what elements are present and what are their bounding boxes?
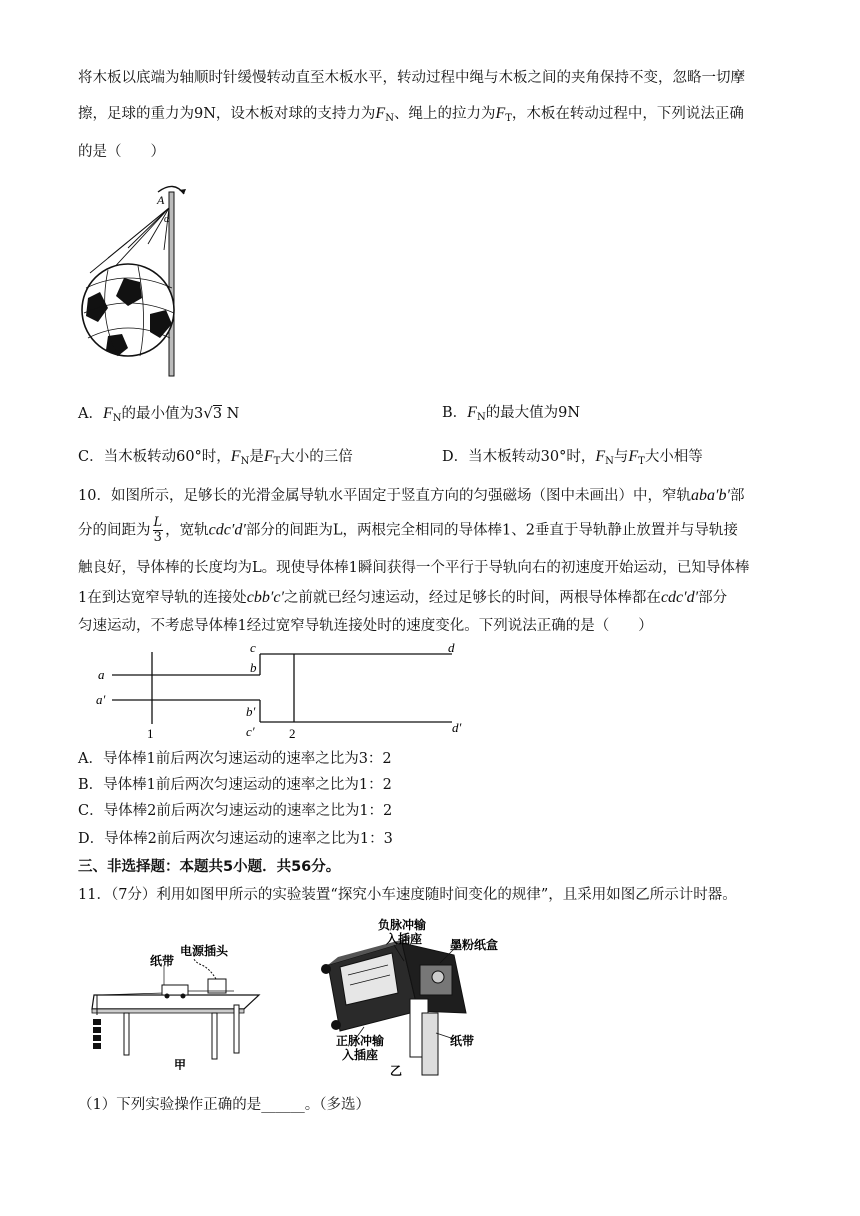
jia-label-tape: 纸带 [150, 954, 175, 968]
jia-label-plug: 电源插头 [180, 944, 229, 958]
q10-line3: 触良好，导体棒的长度均为L。现使导体棒1瞬间获得一个平行于导轨向右的初速度开始运动，已知导体棒 [78, 560, 750, 576]
yi-label-box: 墨粉纸盒 [450, 938, 499, 952]
q10-option-b[interactable]: B．导体棒1前后两次匀速运动的速率之比为1：2 [78, 777, 392, 793]
q9-option-d[interactable]: D．当木板转动30°时，$F_N$与$F_T$大小相等 [442, 448, 703, 467]
q9-option-a[interactable]: A．$F_N$的最小值为3√3 N [78, 404, 240, 424]
q9-line2: 擦，足球的重力为9N，设木板对球的支持力为$F_N$、绳上的拉力为$F_T$，木板在转动过程中，下列说法正确 [78, 105, 744, 124]
rail-label-d: d [448, 640, 455, 655]
rail-label-a-prime: a′ [96, 692, 106, 707]
q9-option-b[interactable]: B．$F_N$的最大值为9N [442, 404, 581, 423]
fraction-L-over-3: $\frac{L}{3}$ [153, 515, 163, 545]
q11-line1: 11．（7分）利用如图甲所示的实验装置“探究小车速度随时间变化的规律”，且采用如图乙所示计时器。 [78, 887, 737, 903]
q10-option-c[interactable]: C．导体棒2前后两次匀速运动的速率之比为1：2 [78, 803, 393, 819]
rod-label-2: 2 [289, 726, 296, 740]
q10-line4: 1在到达宽窄导轨的连接处cbb′c′之前就已经匀速运动，经过足够长的时间，两根导体棒都在cdc′d′部分 [78, 589, 728, 606]
q10-line2: 分的间距为 $\frac{L}{3}$ ，宽轨cdc′d′部分的间距为L，两根完全相同的导体棒1、2垂直于导轨静止放置并与导轨接 [78, 515, 738, 545]
yi-label-neg2: 入插座 [386, 932, 423, 946]
yi-label-tape: 纸带 [450, 1034, 475, 1048]
rail-label-d-prime: d′ [452, 720, 462, 735]
q9-option-c[interactable]: C．当木板转动60°时，$F_N$是$F_T$大小的三倍 [78, 448, 353, 467]
rail-label-a: a [98, 667, 105, 682]
q10-line5: 匀速运动，不考虑导体棒1经过宽窄导轨连接处时的速度变化。下列说法正确的是（ ） [78, 618, 653, 634]
q10-line1: 10．如图所示，足够长的光滑金属导轨水平固定于竖直方向的匀强磁场（图中未画出）中，窄轨aba′b′部 [78, 487, 745, 504]
rail-label-b-prime: b′ [246, 704, 256, 719]
q9-line1: 将木板以底端为轴顺时针缓慢转动直至木板水平，转动过程中绳与木板之间的夹角保持不变，忽略一切摩 [78, 70, 745, 86]
label-alpha: α [164, 214, 170, 225]
yi-label-pos2: 入插座 [342, 1048, 379, 1062]
jia-caption: 甲 [174, 1058, 187, 1070]
section-3-heading: 三、非选择题：本题共5小题．共56分。 [78, 859, 341, 875]
yi-caption: 乙 [390, 1064, 403, 1078]
q10-option-a[interactable]: A．导体棒1前后两次匀速运动的速率之比为3：2 [78, 751, 392, 767]
q10-option-d[interactable]: D．导体棒2前后两次匀速运动的速率之比为1：3 [78, 831, 393, 847]
q9-football-figure [78, 178, 208, 378]
yi-label-pos1: 正脉冲输 [336, 1034, 385, 1048]
label-A: A [157, 193, 165, 207]
q11-figure-jia [84, 935, 269, 1070]
rod-label-1: 1 [147, 726, 154, 740]
q11-figure-yi [308, 915, 508, 1080]
q9-line3: 的是（ ） [78, 144, 165, 160]
q11-subquestion-1: （1）下列实验操作正确的是______。（多选） [78, 1097, 370, 1113]
rail-label-c: c [250, 640, 256, 655]
rail-label-b: b [250, 660, 257, 675]
rail-label-c-prime: c′ [246, 724, 255, 739]
yi-label-neg1: 负脉冲输 [378, 918, 427, 932]
q10-rail-figure [92, 640, 482, 740]
